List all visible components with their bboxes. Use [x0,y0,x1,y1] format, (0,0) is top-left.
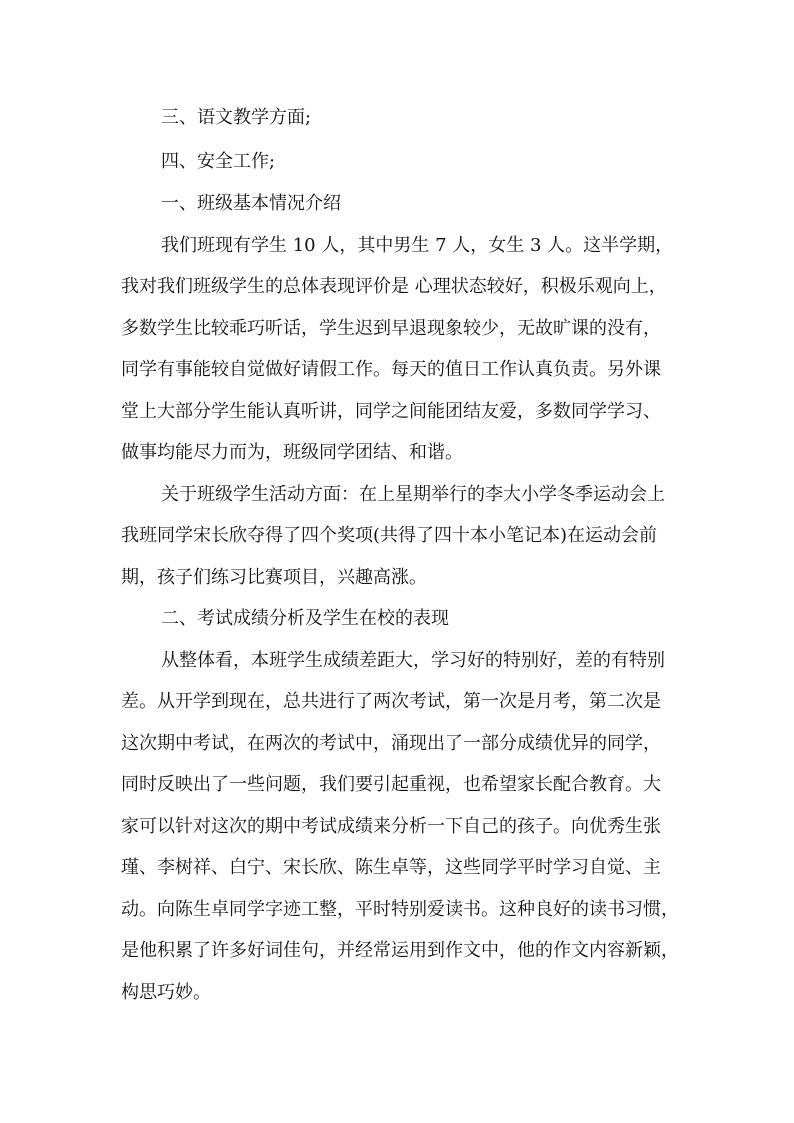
paragraph-line: 同学有事能较自觉做好请假工作。每天的值日工作认真负责。另外课 [121,359,661,380]
paragraph-line: 我班同学宋长欣夺得了四个奖项(共得了四十本小笔记本)在运动会前 [121,525,658,546]
paragraph-line: 期，孩子们练习比赛项目，兴趣高涨。 [121,567,427,588]
paragraph-line: 动。向陈生卓同学字迹工整，平时特别爱读书。这种良好的读书习惯， [121,899,679,920]
paragraph-line: 这次期中考试，在两次的考试中，涌现出了一部分成绩优异的同学， [121,733,661,754]
paragraph-line: 同时反映出了一些问题，我们要引起重视，也希望家长配合教育。大 [121,774,661,795]
paragraph-line: 堂上大部分学生能认真听讲，同学之间能团结友爱，多数同学学习、 [121,401,661,422]
paragraph-line: 多数学生比较乖巧听话，学生迟到早退现象较少，无故旷课的没有， [121,318,661,339]
paragraph-line: 差。从开学到现在，总共进行了两次考试，第一次是月考，第二次是 [121,691,661,712]
paragraph-line: 做事均能尽力而为，班级同学团结、和谐。 [121,442,463,463]
heading-safety-work: 四、安全工作; [161,151,276,172]
paragraph-line: 从整体看，本班学生成绩差距大，学习好的特别好，差的有特别 [161,650,665,671]
paragraph-line: 是他积累了许多好词佳句，并经常运用到作文中，他的作文内容新颖， [121,940,679,961]
paragraph-line: 关于班级学生活动方面：在上星期举行的李大小学冬季运动会上 [161,484,665,505]
heading-exam-analysis: 二、考试成绩分析及学生在校的表现 [161,608,449,629]
paragraph-line: 我对我们班级学生的总体表现评价是 心理状态较好，积极乐观向上， [121,276,667,297]
paragraph-line: 构思巧妙。 [121,982,211,1003]
paragraph-line: 瑾、李树祥、白宁、宋长欣、陈生卓等，这些同学平时学习自觉、主 [121,857,661,878]
heading-class-overview: 一、班级基本情况介绍 [161,193,341,214]
heading-chinese-teaching: 三、语文教学方面; [161,107,312,128]
paragraph-line: 我们班现有学生 10 人，其中男生 7 人，女生 3 人。这半学期， [161,235,674,256]
paragraph-line: 家可以针对这次的期中考试成绩来分析一下自己的孩子。向优秀生张 [121,816,661,837]
